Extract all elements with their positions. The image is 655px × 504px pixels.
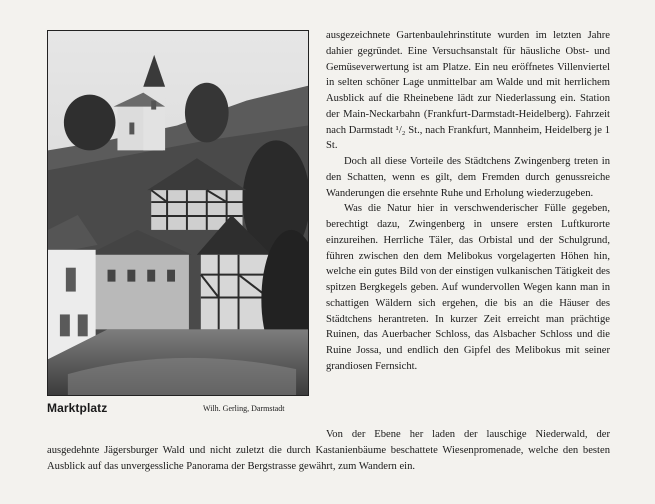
paragraph-1: ausgezeichnete Gartenbaulehrinstitute wurden im letzten Jahre dahier gegründet. Eine Versuchsanstalt für häusliche Obst- und Gemüseverwertung ist am Platze. Ein neu eröffnetes Villenviertel in selten schöner Lage unmittelbar am Walde und mit herrlichem Ausblick auf die Rheinebene lädt zur Niederlassung ein. Station der Main-Neckarbahn (Frankfurt-Darmstadt-Heidelberg). Fahrzeit nach Darmstadt ¹/₂ St., nach Frankfurt, Mannheim, Heidelberg je 1 St.	[326, 30, 610, 152]
right-text-column	[326, 28, 610, 375]
photo-illustration	[48, 31, 308, 395]
marktplatz-photo	[47, 30, 309, 396]
paragraph-3: Was die Natur hier in verschwenderischer Fülle gegeben, berechtigt dazu, Zwingenberg in unsere ersten Luftkurorte einzureihen. Herrliche Täler, das Orbistal und der Schulgrund, führen zwischen den dem Melibokus vorgelagerten Höhen hin, welche ein gutes Bild von der einstigen vulkanischen Tätigkeit des spitzen Bergkegels geben. Auf wundervollen Wegen kann man in schattigen Wäldern sich ergehen, die bis an die Häuser des Städtchens herantreten. In kurzer Zeit erreicht man prächtige Ruinen, das Auerbacher Schloss, das Alsbacher Schloss und die Ruine Jossa, und endlich den Gipfel des Melibokus mit seiner grandiosen Fernsicht.	[326, 203, 610, 372]
bottom-text-block	[47, 427, 610, 474]
figure-title: Marktplatz	[47, 401, 108, 415]
paragraph-2: Doch all diese Vorteile des Städtchens Zwingenberg treten in den Schatten, wenn es gilt, dem Fremden durch genussreiche Wanderungen die ersehnte Ruhe und Erholung wiederzugeben.	[326, 156, 610, 199]
figure-credit: Wilh. Gerling, Darmstadt	[203, 404, 285, 413]
paragraph-4: Von der Ebene her laden der lauschige Niederwald, der ausgedehnte Jägersburger Wald und nicht zuletzt die durch Kastanienbäume beschattete Wiesenpromenade, welche den besten Ausblick auf das unvergessliche Panorama der Bergstrasse gewährt, zum Wandern ein.	[47, 429, 610, 472]
